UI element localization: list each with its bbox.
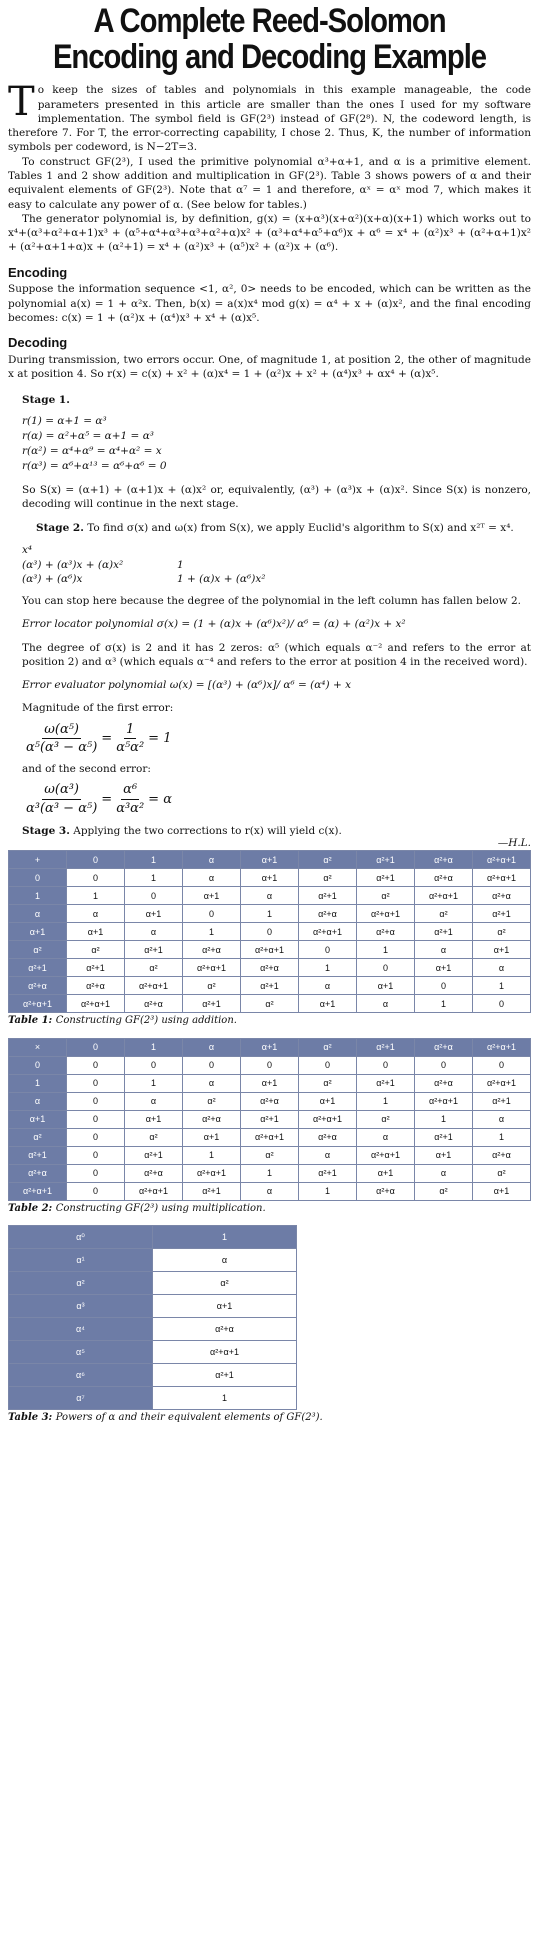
table-row bbox=[9, 887, 531, 905]
table-cell: α²+α bbox=[241, 1092, 299, 1110]
table-cell: α bbox=[299, 1146, 357, 1164]
table-cell: α+1 bbox=[299, 995, 357, 1013]
table-cell: α+1 bbox=[241, 1074, 299, 1092]
table-cell: 1 bbox=[125, 851, 183, 869]
table-cell: 0 bbox=[67, 1182, 125, 1200]
powers-table bbox=[8, 1225, 297, 1410]
table-cell: 0 bbox=[415, 1056, 473, 1074]
table-cell: α²+1 bbox=[473, 1092, 531, 1110]
table-cell: α bbox=[67, 905, 125, 923]
table-cell: α bbox=[241, 1182, 299, 1200]
table-cell: α² bbox=[9, 1128, 67, 1146]
table-cell: α²+α+1 bbox=[299, 923, 357, 941]
table-cell: α²+α+1 bbox=[9, 995, 67, 1013]
table-cell: α²+α bbox=[125, 1164, 183, 1182]
table-cell: α²+α+1 bbox=[67, 995, 125, 1013]
table-cell: 1 bbox=[299, 959, 357, 977]
magnitude2-label: and of the second error: bbox=[22, 763, 151, 776]
table-row bbox=[9, 1387, 297, 1410]
stage3-label: Stage 3. bbox=[22, 824, 70, 837]
table-row bbox=[9, 995, 531, 1013]
table-cell: α²+1 bbox=[67, 959, 125, 977]
table-cell: α²+1 bbox=[299, 1164, 357, 1182]
table-cell: α²+α bbox=[415, 869, 473, 887]
magnitude1-fraction: ω(α⁵) α⁵(α³ − α⁵) = $\frac{1}{\text{α⁵α²}}$ = 1 bbox=[26, 721, 172, 756]
table-cell: α²+α+1 bbox=[183, 1164, 241, 1182]
table-row bbox=[9, 1226, 297, 1249]
intro-paragraph-3: The generator polynomial is, by definition, g(x) = (x+α³)(x+α²)(x+α)(x+1) which works out to x⁴+(α³+α²+α+1)x³ + (α⁵+α⁴+α³+α³+α²+α)x² + (α³+α⁴+α⁵+α⁶)x + α⁶ = x⁴ + (α²)x³ + (α²+α+1)x² + (α²+α+1+α)x + (α²+1) = x⁴ + (α²)x³ + (α⁵)x² + (α²)x + (α⁶). bbox=[8, 212, 531, 254]
table-cell: α²+α+1 bbox=[241, 1128, 299, 1146]
table-cell: α² bbox=[473, 923, 531, 941]
table-cell: 0 bbox=[125, 887, 183, 905]
syndrome-eq: r(α³) = α⁶+α¹³ = α⁶+α⁶ = 0 bbox=[22, 460, 167, 473]
stage2-paragraph: Stage 2. To find σ(x) and ω(x) from S(x), we apply Euclid's algorithm to S(x) and x²ᵀ = x⁴. bbox=[36, 522, 514, 535]
table-cell: α²+α bbox=[357, 923, 415, 941]
table-cell: α⁷ bbox=[9, 1387, 153, 1410]
table-cell: α²+α+1 bbox=[125, 977, 183, 995]
table-row bbox=[9, 959, 531, 977]
table-cell: α²+1 bbox=[125, 941, 183, 959]
table-cell: + bbox=[9, 851, 67, 869]
syndrome-eq: r(α²) = α⁴+α⁹ = α⁴+α² = x bbox=[22, 445, 162, 458]
table-row bbox=[9, 1182, 531, 1200]
stage2-text2: You can stop here because the degree of the polynomial in the left column has fallen below 2. bbox=[22, 595, 522, 608]
stage1-label: Stage 1. bbox=[22, 394, 70, 407]
table-cell: α²+1 bbox=[9, 1146, 67, 1164]
table-cell: α bbox=[183, 869, 241, 887]
table-cell: α bbox=[415, 941, 473, 959]
table-cell: 1 bbox=[9, 1074, 67, 1092]
table-cell: α²+α bbox=[415, 851, 473, 869]
table-cell: 0 bbox=[9, 869, 67, 887]
table-cell: α²+1 bbox=[241, 1110, 299, 1128]
table-cell: α⁶ bbox=[9, 1364, 153, 1387]
table-cell: α bbox=[153, 1249, 297, 1272]
table-cell: α+1 bbox=[153, 1295, 297, 1318]
encoding-text: Suppose the information sequence <1, α², 0> needs to be encoded, which can be written as the polynomial a(x) = 1 + α²x. Then, b(x) = a(x)x⁴ mod g(x) = α⁴ + x + (α)x², and the final encoding becomes: c(x) = 1 + (α²)x + (α⁴)x³ + x⁴ + (α)x⁵. bbox=[8, 283, 531, 324]
table-cell: 0 bbox=[183, 1056, 241, 1074]
table-row bbox=[9, 923, 531, 941]
table-cell: 1 bbox=[415, 995, 473, 1013]
table-cell: 1 bbox=[9, 887, 67, 905]
table-row bbox=[9, 1092, 531, 1110]
table-cell: α²+α+1 bbox=[183, 959, 241, 977]
table-cell: α²+α+1 bbox=[473, 851, 531, 869]
table-row bbox=[9, 1074, 531, 1092]
table-cell: α²+1 bbox=[357, 1038, 415, 1056]
table-cell: α bbox=[183, 1038, 241, 1056]
table-cell: α²+α+1 bbox=[473, 1038, 531, 1056]
table-cell: α²+1 bbox=[241, 977, 299, 995]
table-cell: α²+α bbox=[241, 959, 299, 977]
table-cell: α²+α+1 bbox=[415, 1092, 473, 1110]
table-cell: 0 bbox=[67, 1128, 125, 1146]
table-cell: α²+1 bbox=[153, 1364, 297, 1387]
table-cell: 0 bbox=[67, 1110, 125, 1128]
table-cell: α+1 bbox=[357, 977, 415, 995]
degree-text: The degree of σ(x) is 2 and it has 2 zeros: α⁵ (which equals α⁻² and refers to the error at position 2) and α³ (which equals α⁻⁴ and refers to the error at position 4 in the received word). bbox=[22, 641, 531, 668]
table-cell: α²+α+1 bbox=[241, 941, 299, 959]
table-cell: α² bbox=[241, 1146, 299, 1164]
table-cell: α²+α bbox=[9, 977, 67, 995]
syndrome-eq: r(α) = α²+α⁵ = α+1 = α³ bbox=[22, 429, 154, 442]
table-cell: 0 bbox=[357, 959, 415, 977]
table-cell: α²+1 bbox=[473, 905, 531, 923]
table-cell: α² bbox=[357, 887, 415, 905]
table-cell: α²+1 bbox=[125, 1146, 183, 1164]
table-cell: α²+α bbox=[299, 905, 357, 923]
table-cell: α² bbox=[153, 1272, 297, 1295]
table-cell: α²+α+1 bbox=[153, 1341, 297, 1364]
article-title: A Complete Reed-Solomon Encoding and Decoding Example bbox=[52, 2, 487, 76]
table-cell: α² bbox=[125, 1128, 183, 1146]
table-cell: α bbox=[357, 1128, 415, 1146]
table-cell: 1 bbox=[183, 1146, 241, 1164]
table-cell: 1 bbox=[125, 869, 183, 887]
table-cell: α+1 bbox=[415, 959, 473, 977]
table-cell: 0 bbox=[125, 1056, 183, 1074]
table-cell: α bbox=[125, 923, 183, 941]
table-cell: 1 bbox=[357, 941, 415, 959]
table-cell: 1 bbox=[241, 1164, 299, 1182]
table-cell: α²+α bbox=[183, 1110, 241, 1128]
table-cell: α+1 bbox=[357, 1164, 415, 1182]
table-cell: 0 bbox=[67, 1092, 125, 1110]
table-cell: α+1 bbox=[241, 851, 299, 869]
table-cell: α bbox=[473, 1110, 531, 1128]
decoding-heading: Decoding bbox=[8, 335, 68, 351]
table-cell: α+1 bbox=[473, 941, 531, 959]
table-cell: 0 bbox=[9, 1056, 67, 1074]
table-cell: α⁵ bbox=[9, 1341, 153, 1364]
table-cell: 0 bbox=[67, 1056, 125, 1074]
table-cell: 0 bbox=[67, 1164, 125, 1182]
table-cell: α+1 bbox=[183, 1128, 241, 1146]
table-cell: α²+1 bbox=[9, 959, 67, 977]
table-cell: α²+α+1 bbox=[125, 1182, 183, 1200]
table-cell: α bbox=[9, 1092, 67, 1110]
table-cell: 1 bbox=[153, 1226, 297, 1249]
table-cell: α bbox=[183, 1074, 241, 1092]
table-cell: α² bbox=[299, 1074, 357, 1092]
table-cell: α²+α+1 bbox=[9, 1182, 67, 1200]
table-row bbox=[9, 1364, 297, 1387]
table-cell: α²+α bbox=[357, 1182, 415, 1200]
table-cell: α²+1 bbox=[183, 1182, 241, 1200]
table-cell: α² bbox=[9, 1272, 153, 1295]
table-cell: 0 bbox=[67, 1038, 125, 1056]
table-cell: α+1 bbox=[9, 1110, 67, 1128]
table-cell: 0 bbox=[299, 941, 357, 959]
table-cell: α²+α bbox=[415, 1038, 473, 1056]
table-cell: α+1 bbox=[299, 1092, 357, 1110]
table-row bbox=[9, 1341, 297, 1364]
author-signature: —H.L. bbox=[497, 836, 531, 849]
table-cell: α⁴ bbox=[9, 1318, 153, 1341]
error-evaluator: Error evaluator polynomial ω(x) = [(α³) + (α⁶)x]/ α⁶ = (α⁴) + x bbox=[22, 679, 352, 692]
error-locator: Error locator polynomial σ(x) = (1 + (α)x + (α⁶)x²)/ α⁶ = (α) + (α²)x + x² bbox=[22, 618, 406, 631]
table-cell: 1 bbox=[125, 1038, 183, 1056]
decoding-text: During transmission, two errors occur. One, of magnitude 1, at position 2, the other of magnitude x at position 4. So r(x) = c(x) + x² + (α)x⁴ = 1 + (α²)x + x² + (α⁴)x³ + αx⁴ + (α)x⁵. bbox=[8, 353, 531, 380]
table-cell: α²+α bbox=[473, 1146, 531, 1164]
table-cell: α²+α bbox=[153, 1318, 297, 1341]
table-cell: 1 bbox=[415, 1110, 473, 1128]
syndrome-eq: r(1) = α+1 = α³ bbox=[22, 414, 107, 427]
table-cell: α²+α+1 bbox=[473, 1074, 531, 1092]
table-row bbox=[9, 1318, 297, 1341]
table-cell: 1 bbox=[357, 1092, 415, 1110]
table-row bbox=[9, 851, 531, 869]
table-cell: α²+α bbox=[473, 887, 531, 905]
table-cell: 0 bbox=[473, 1056, 531, 1074]
table-cell: α²+1 bbox=[415, 1128, 473, 1146]
table-cell: 1 bbox=[183, 923, 241, 941]
table-cell: α² bbox=[299, 851, 357, 869]
table2-caption: Table 2: Constructing GF(2³) using multiplication. bbox=[8, 1202, 266, 1214]
table-cell: α+1 bbox=[473, 1182, 531, 1200]
intro-paragraph-2: To construct GF(2³), I used the primitive polynomial α³+α+1, and α is a primitive element. Tables 1 and 2 show addition and multiplication in GF(2³). Table 3 shows powers of α and their equivalent elements of GF(2³). Note that α⁷ = 1 and therefore, αˣ = αˣ mod 7, which makes it easy to calculate any power of α. (See below for tables.) bbox=[8, 155, 531, 211]
table-cell: α²+α+1 bbox=[357, 1146, 415, 1164]
table-cell: α² bbox=[357, 1110, 415, 1128]
table-cell: α+1 bbox=[415, 1146, 473, 1164]
table-cell: α+1 bbox=[125, 905, 183, 923]
table-cell: α²+α bbox=[67, 977, 125, 995]
table-cell: 1 bbox=[241, 905, 299, 923]
table-cell: 0 bbox=[183, 905, 241, 923]
table1-caption: Table 1: Constructing GF(2³) using addition. bbox=[8, 1015, 237, 1027]
table-cell: α²+α+1 bbox=[473, 869, 531, 887]
table-cell: α bbox=[9, 905, 67, 923]
table-cell: α bbox=[473, 959, 531, 977]
table-cell: α+1 bbox=[67, 923, 125, 941]
euclid-table: x⁴ (α³) + (α³)x + (α)x² 1 (α³) + (α⁶)x 1 + (α)x + (α⁶)x² bbox=[22, 544, 266, 585]
table-row bbox=[9, 1164, 531, 1182]
table-cell: × bbox=[9, 1038, 67, 1056]
table-cell: α² bbox=[415, 905, 473, 923]
table-cell: α bbox=[415, 1164, 473, 1182]
table-row bbox=[9, 977, 531, 995]
table-row bbox=[9, 869, 531, 887]
table-cell: 1 bbox=[299, 1182, 357, 1200]
table-cell: α² bbox=[415, 1182, 473, 1200]
table-cell: α²+α+1 bbox=[415, 887, 473, 905]
addition-table bbox=[8, 850, 531, 1013]
table-row bbox=[9, 1128, 531, 1146]
table-cell: 0 bbox=[473, 995, 531, 1013]
table-row bbox=[9, 1110, 531, 1128]
magnitude2-fraction: ω(α³) α³(α³ − α⁵) = $\frac{\text{α⁶}}{\text{α³α²}}$ = α bbox=[26, 782, 172, 817]
table-cell: α²+α bbox=[415, 1074, 473, 1092]
table-cell: α² bbox=[241, 995, 299, 1013]
table-cell: α² bbox=[299, 1038, 357, 1056]
table-cell: 0 bbox=[67, 851, 125, 869]
table-cell: 0 bbox=[67, 1146, 125, 1164]
table-cell: α²+1 bbox=[357, 869, 415, 887]
stage1-text: So S(x) = (α+1) + (α+1)x + (α)x² or, equivalently, (α³) + (α³)x + (α)x². Since S(x) is nonzero, decoding will continue in the next stage. bbox=[22, 483, 531, 510]
table-cell: α bbox=[357, 995, 415, 1013]
table3-caption: Table 3: Powers of α and their equivalent elements of GF(2³). bbox=[8, 1412, 323, 1424]
table-cell: 0 bbox=[357, 1056, 415, 1074]
table-cell: α²+1 bbox=[357, 851, 415, 869]
table-cell: α² bbox=[473, 1164, 531, 1182]
article bbox=[8, 4, 531, 1425]
stage3-paragraph: Stage 3. Applying the two corrections to r(x) will yield c(x). bbox=[22, 824, 342, 837]
table-cell: α+1 bbox=[241, 869, 299, 887]
table-cell: 1 bbox=[473, 977, 531, 995]
table-cell: α²+α+1 bbox=[357, 905, 415, 923]
magnitude1-label: Magnitude of the first error: bbox=[22, 702, 174, 715]
table-cell: α² bbox=[299, 869, 357, 887]
table-cell: 0 bbox=[415, 977, 473, 995]
table-cell: α¹ bbox=[9, 1249, 153, 1272]
table-cell: α² bbox=[183, 1092, 241, 1110]
table-cell: α bbox=[299, 977, 357, 995]
table-row bbox=[9, 1249, 297, 1272]
table-row bbox=[9, 1295, 297, 1318]
table-cell: α+1 bbox=[125, 1110, 183, 1128]
table-cell: 0 bbox=[241, 923, 299, 941]
table-cell: α²+1 bbox=[299, 887, 357, 905]
multiplication-table bbox=[8, 1038, 531, 1201]
table-cell: α+1 bbox=[183, 887, 241, 905]
table-row bbox=[9, 1146, 531, 1164]
table-cell: 0 bbox=[67, 869, 125, 887]
table-cell: α+1 bbox=[241, 1038, 299, 1056]
encoding-heading: Encoding bbox=[8, 264, 68, 280]
table-row bbox=[9, 905, 531, 923]
table-cell: α² bbox=[183, 977, 241, 995]
table-cell: α bbox=[125, 1092, 183, 1110]
table-row bbox=[9, 1272, 297, 1295]
table-row bbox=[9, 1056, 531, 1074]
table-cell: α² bbox=[125, 959, 183, 977]
table-cell: α⁰ bbox=[9, 1226, 153, 1249]
table-cell: α+1 bbox=[9, 923, 67, 941]
drop-cap: T bbox=[8, 79, 35, 126]
table-cell: 1 bbox=[473, 1128, 531, 1146]
table-cell: α²+α bbox=[299, 1128, 357, 1146]
table-cell: α² bbox=[9, 941, 67, 959]
table-cell: α bbox=[183, 851, 241, 869]
table-cell: 1 bbox=[67, 887, 125, 905]
intro-paragraph-1: To keep the sizes of tables and polynomials in this example manageable, the code parameters presented in this article are smaller than the ones I used for my software implementation. The symbol field is GF(2³) instead of GF(2⁸). N, the codeword length, is therefore 7. For T, the error-correcting capability, I chose 2. Thus, K, the number of information symbols per codeword, is N−2T=3. bbox=[8, 79, 531, 154]
table-cell: α²+α bbox=[9, 1164, 67, 1182]
table-cell: 0 bbox=[67, 1074, 125, 1092]
table-cell: α²+1 bbox=[183, 995, 241, 1013]
table-cell: 0 bbox=[299, 1056, 357, 1074]
table-cell: 1 bbox=[153, 1387, 297, 1410]
table-cell: 1 bbox=[125, 1074, 183, 1092]
table-row bbox=[9, 941, 531, 959]
table-cell: α³ bbox=[9, 1295, 153, 1318]
table-row bbox=[9, 1038, 531, 1056]
table-cell: α²+1 bbox=[415, 923, 473, 941]
table-cell: 0 bbox=[241, 1056, 299, 1074]
stage2-label: Stage 2. bbox=[36, 522, 84, 535]
table-cell: α² bbox=[67, 941, 125, 959]
table-cell: α²+α bbox=[125, 995, 183, 1013]
table-cell: α²+1 bbox=[357, 1074, 415, 1092]
table-cell: α²+α+1 bbox=[299, 1110, 357, 1128]
table-cell: α bbox=[241, 887, 299, 905]
table-cell: α²+α bbox=[183, 941, 241, 959]
